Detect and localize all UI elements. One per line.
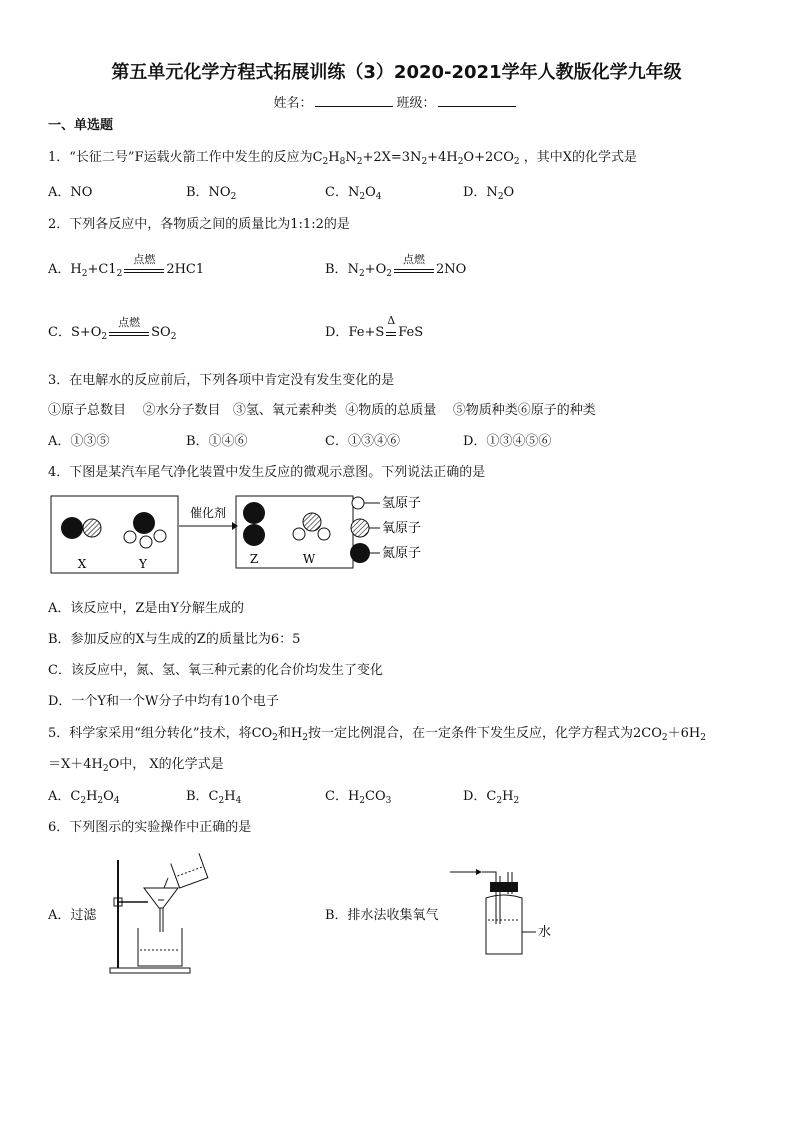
legend-oxygen-icon [351,519,369,537]
label-x: X [77,557,87,571]
name-class-row [0,92,793,111]
q3-option-b[interactable]: B．①④⑥ [186,434,248,449]
water-label: 水 [538,925,552,940]
q5-option-b[interactable]: B．$C_2H_4$ [186,789,242,806]
catalyst-label: 催化剂 [189,506,227,520]
reaction-micro-diagram [48,490,468,580]
page-title: 第五单元化学方程式拓展训练（3）2020-2021学年人教版化学九年级 [111,62,682,83]
q6-option-a[interactable]: A．过滤 [48,908,97,923]
class-blank[interactable] [438,95,516,107]
q2-option-d[interactable]: D．Fe+S Δ FeS [325,313,424,340]
question-1 [48,146,637,165]
section-title: 一、单选题 [48,118,114,133]
stopper [490,882,518,892]
q4-option-a[interactable]: A．该反应中，Z是由Y分解生成的 [48,601,245,616]
q3-option-a[interactable]: A．①③⑤ [48,434,110,449]
question-4: 4．下图是某汽车尾气净化装置中发生反应的微观示意图。下列说法正确的是 [48,465,486,480]
reaction-arrow: Δ [386,326,396,340]
hydrogen-atom [154,530,166,542]
q1-option-b[interactable]: B．$NO_2$ [186,185,237,202]
gas-collection-bottle-image [446,864,556,960]
arrow-head [232,522,238,530]
name-blank[interactable] [315,95,393,107]
oxygen-atom [303,513,321,531]
q2-option-a[interactable]: A．$H_2+C1_2$ 点燃 2HC1 [48,252,205,279]
label-z: Z [249,552,259,566]
legend-hydrogen: 氢原子 [382,496,422,511]
legend-hydrogen-icon [352,497,364,509]
question-3: 3．在电解水的反应前后，下列各项中肯定没有发生变化的是 [48,373,395,388]
nitrogen-atom [243,502,265,524]
gas-flow-arrow [476,869,482,875]
class-label: 班级： [396,96,436,111]
reaction-arrow: 点燃 [109,326,149,340]
label-w: W [302,552,316,566]
q3-option-d[interactable]: D．①③④⑤⑥ [463,434,552,449]
q4-option-c[interactable]: C．该反应中，氮、氢、氧三种元素的化合价均发生了变化 [48,663,383,678]
nitrogen-atom [243,524,265,546]
nitrogen-atom [61,517,83,539]
question-2: 2．下列各反应中，各物质之间的质量比为1:1:2的是 [48,217,350,232]
legend-nitrogen-icon [350,543,370,563]
question-5-line-1: 5．科学家采用“组分转化”技术，将$CO_2$和$H_2$按一定比例混合，在一定条件下发生反应，化学方程式为$2CO_2+6H_2$ [48,726,706,743]
q6-option-b[interactable]: B．排水法收集氧气 [325,908,439,923]
hydrogen-atom [140,536,152,548]
q1-option-a[interactable]: A．NO [48,185,93,200]
q3-items: ①原子总数目 ②水分子数目 ③氢、氧元素种类 ④物质的总质量 ⑤物质种类⑥原子的种类 [48,403,596,418]
q1-text: 1．“长征二号”F运载火箭工作中发生的反应为 [48,150,313,165]
q5-option-c[interactable]: C．$H_2CO_3$ [325,789,392,806]
legend-oxygen: 氧原子 [382,521,422,536]
nitrogen-atom [133,512,155,534]
hydrogen-atom [293,528,305,540]
question-6: 6．下列图示的实验操作中正确的是 [48,820,252,835]
q1-option-c[interactable]: C．$N_2O_4$ [325,185,382,202]
q5-option-d[interactable]: D．$C_2H_2$ [463,789,520,806]
q1-option-d[interactable]: D．$N_2O$ [463,185,515,202]
legend-nitrogen: 氮原子 [382,546,422,561]
label-y: Y [139,557,147,571]
question-5-line-2: $=X+4H_2O$中， X的化学式是 [48,757,224,774]
q2-option-b[interactable]: B．$N_2+O_2$ 点燃 2NO [325,252,467,279]
reaction-arrow: 点燃 [394,263,434,277]
oxygen-atom [83,519,101,537]
q4-option-b[interactable]: B．参加反应的X与生成的Z的质量比为6：5 [48,632,301,647]
q3-option-c[interactable]: C．①③④⑥ [325,434,400,449]
q1-equation: $C_2H_8N_2+2X=3N_2+4H_2O+2CO_2$ [312,150,520,167]
q2-option-c[interactable]: C．$S+O_2$ 点燃 $SO_2$ [48,315,177,342]
reaction-arrow: 点燃 [124,263,164,277]
filtration-apparatus-image [108,850,218,976]
q4-option-d[interactable]: D．一个Y和一个W分子中均有10个电子 [48,694,279,709]
q5-option-a[interactable]: A．$C_2H_2O_4$ [48,789,120,806]
hydrogen-atom [318,528,330,540]
name-label: 姓名： [273,96,313,111]
q1-text-tail: ，其中X的化学式是 [523,150,637,165]
hydrogen-atom [124,531,136,543]
